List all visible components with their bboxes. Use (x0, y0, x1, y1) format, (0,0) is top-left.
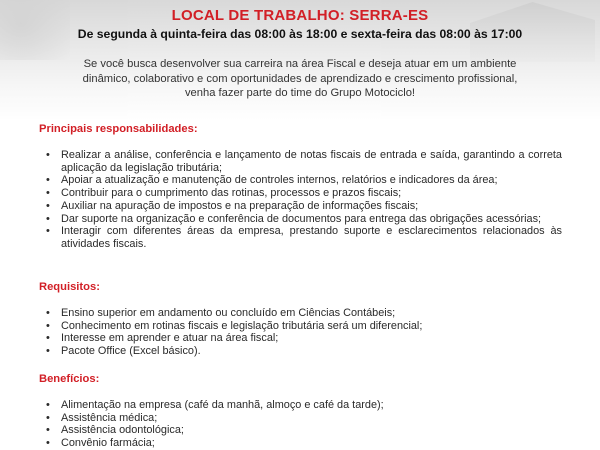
list-item: • Auxiliar na apuração de impostos e na preparação de informações fiscais; (42, 200, 562, 213)
list-item: • Ensino superior em andamento ou concluído em Ciências Contábeis; (42, 307, 562, 320)
requirements-heading: Requisitos: (39, 281, 100, 293)
list-item: • Apoiar a atualização e manutenção de controles internos, relatórios e indicadores da área; (42, 174, 562, 187)
list-item: • Assistência odontológica; (42, 424, 562, 437)
list-item: • Pacote Office (Excel básico). (42, 345, 562, 358)
list-item: • Convênio farmácia; (42, 437, 562, 450)
intro-line: Se você busca desenvolver sua carreira na área Fiscal e deseja atuar em um ambiente (83, 58, 517, 70)
responsibilities-list (42, 149, 562, 251)
list-item: • Alimentação na empresa (café da manhã, almoço e café da tarde); (42, 399, 562, 412)
list-item: • Interagir com diferentes áreas da empresa, prestando suporte e esclarecimentos relacionados às atividades fiscais. (42, 225, 562, 250)
list-item: • Assistência médica; (42, 412, 562, 425)
responsibilities-heading: Principais responsabilidades: (39, 123, 198, 135)
intro-line: venha fazer parte do time do Grupo Motociclo! (184, 87, 416, 99)
workplace-title: LOCAL DE TRABALHO: SERRA-ES (171, 7, 429, 24)
list-item: • Dar suporte na organização e conferência de documentos para entrega das obrigações acessórias; (42, 213, 562, 226)
intro-paragraph (55, 57, 545, 101)
benefits-list (42, 399, 562, 450)
list-item: • Contribuir para o cumprimento das rotinas, processos e prazos fiscais; (42, 187, 562, 200)
list-item: • Interesse em aprender e atuar na área fiscal; (42, 332, 562, 345)
list-item: • Realizar a análise, conferência e lançamento de notas fiscais de entrada e saída, garantindo a correta aplicação da legislação tributária; (42, 149, 562, 174)
benefits-heading: Benefícios: (39, 373, 100, 385)
intro-line: dinâmico, colaborativo e com oportunidades de aprendizado e crescimento profissional, (82, 72, 518, 85)
list-item: • Conhecimento em rotinas fiscais e legislação tributária será um diferencial; (42, 320, 562, 333)
work-schedule: De segunda à quinta-feira das 08:00 às 18:00 e sexta-feira das 08:00 às 17:00 (77, 27, 523, 41)
requirements-list (42, 307, 562, 358)
